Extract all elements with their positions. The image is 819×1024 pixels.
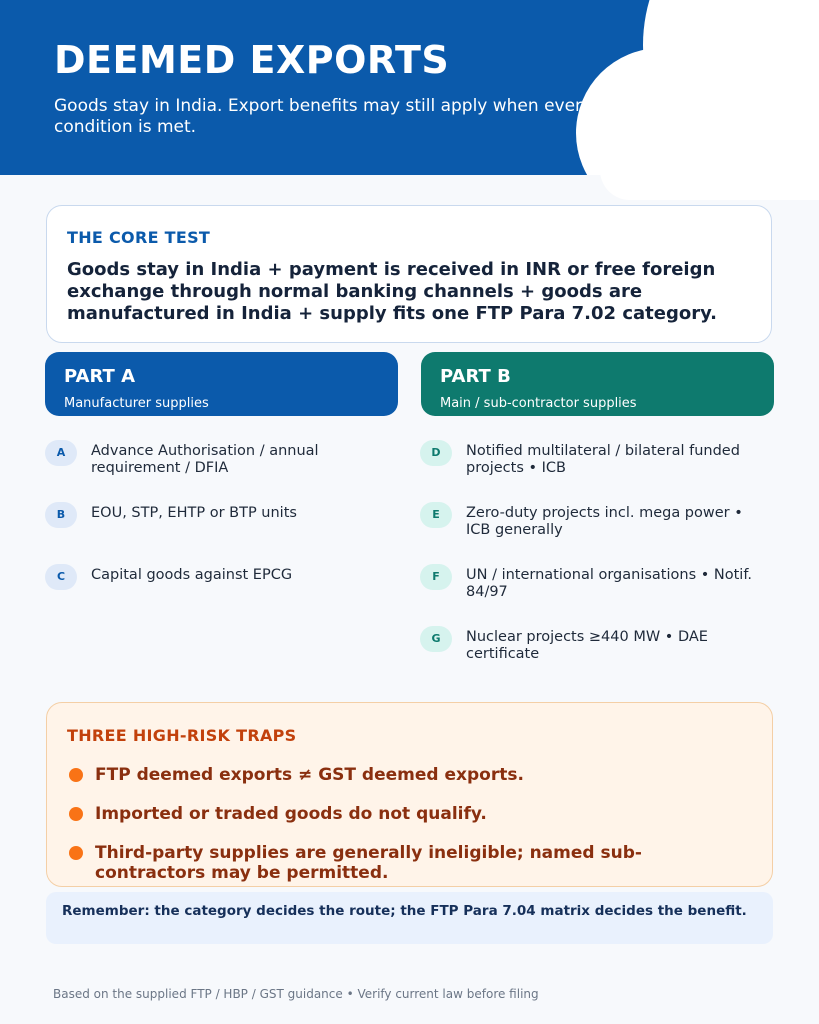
footer-note: Based on the supplied FTP / HBP / GST guidance • Verify current law before filing	[53, 987, 539, 1001]
trap-text: Third-party supplies are generally ineligible; named sub-contractors may be permitted.	[95, 843, 642, 883]
bullet-icon	[69, 846, 83, 860]
core-test-card	[46, 205, 772, 343]
part-b-subtitle: Main / sub-contractor supplies	[440, 396, 637, 411]
remember-note	[46, 892, 773, 944]
bullet-icon	[69, 807, 83, 821]
part-a-header	[45, 352, 398, 416]
letter-badge: A	[45, 440, 77, 466]
letter-badge: D	[420, 440, 452, 466]
part-a-subtitle: Manufacturer supplies	[64, 396, 209, 411]
header-banner	[0, 0, 819, 175]
list-item-text: Zero-duty projects incl. mega power • ICB generally	[466, 505, 743, 538]
list-item-text: Capital goods against EPCG	[91, 567, 293, 583]
traps-card	[46, 702, 773, 887]
list-item-text: Nuclear projects ≥440 MW • DAE certificate	[466, 629, 708, 662]
list-item-text: UN / international organisations • Notif. 84/97	[466, 567, 752, 600]
core-test-label: THE CORE TEST	[67, 228, 211, 247]
part-a-title: PART A	[64, 366, 135, 387]
list-item-text: Notified multilateral / bilateral funded projects • ICB	[466, 443, 740, 476]
remember-text: Remember: the category decides the route; the FTP Para 7.04 matrix decides the benefit.	[62, 903, 747, 919]
core-test-text: Goods stay in India + payment is received in INR or free foreign exchange through normal banking channels + goods are manufactured in India + supply fits one FTP Para 7.02 category.	[67, 259, 717, 324]
page-title: DEEMED EXPORTS	[54, 38, 450, 82]
part-b-header	[421, 352, 774, 416]
page-subtitle: Goods stay in India. Export benefits may still apply when every condition is met.	[54, 96, 593, 137]
letter-badge: G	[420, 626, 452, 652]
traps-label: THREE HIGH-RISK TRAPS	[67, 726, 297, 745]
decorative-circle-edge	[600, 170, 819, 200]
letter-badge: C	[45, 564, 77, 590]
list-item-text: EOU, STP, EHTP or BTP units	[91, 505, 297, 521]
letter-badge: E	[420, 502, 452, 528]
bullet-icon	[69, 768, 83, 782]
trap-text: FTP deemed exports ≠ GST deemed exports.	[95, 765, 524, 785]
list-item-text: Advance Authorisation / annual requirement / DFIA	[91, 443, 319, 476]
part-b-title: PART B	[440, 366, 511, 387]
letter-badge: F	[420, 564, 452, 590]
letter-badge: B	[45, 502, 77, 528]
trap-text: Imported or traded goods do not qualify.	[95, 804, 487, 824]
